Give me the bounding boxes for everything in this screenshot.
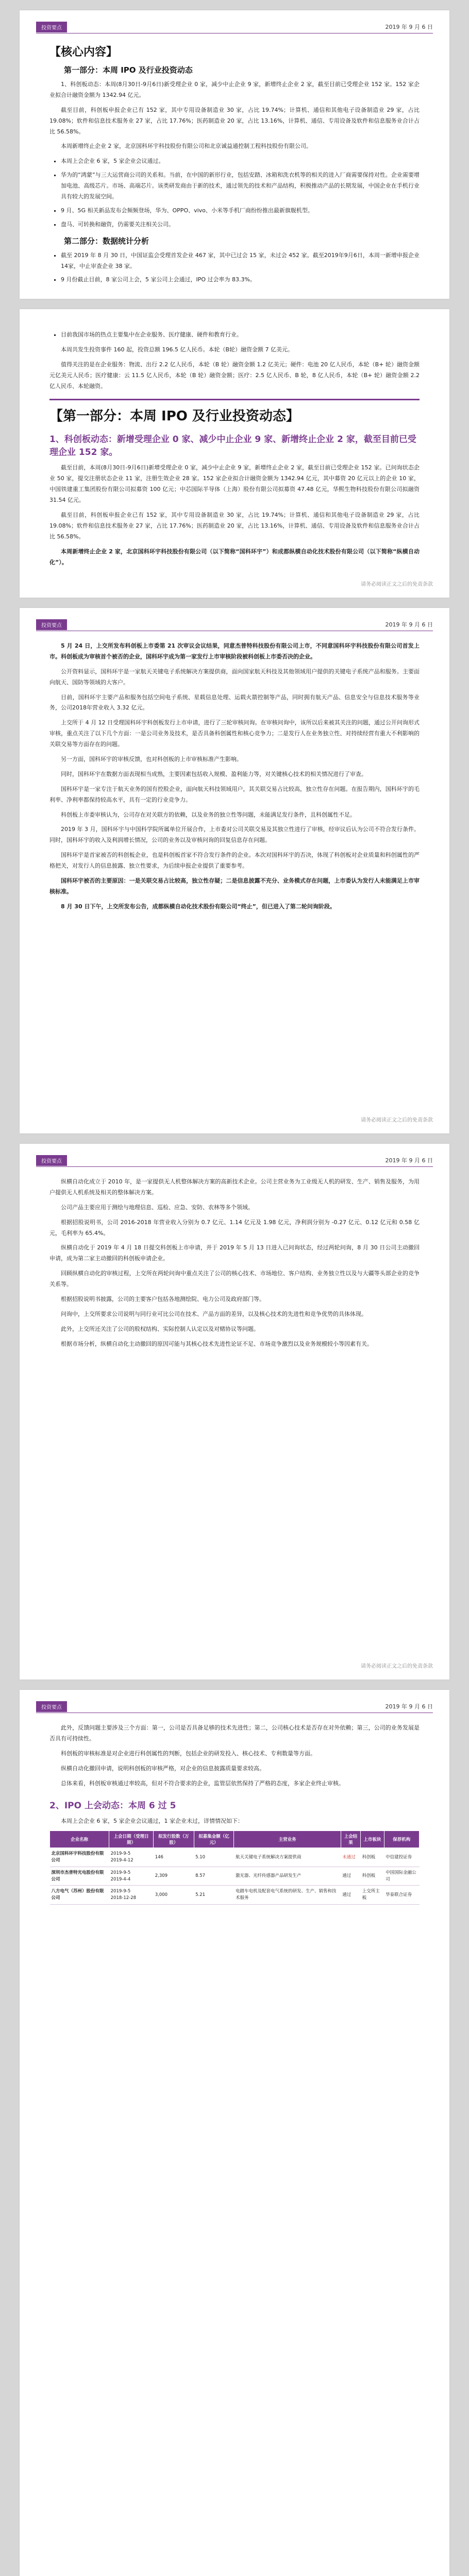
table-header-cell: 上会结果 (341, 1831, 361, 1848)
divider (49, 399, 420, 400)
list-item: ▪ 9 月份截止目前，8 家公司上会，5 家公司上会通过，IPO 过会率为 83.3%。 (61, 275, 420, 285)
list-item: ▪ 华为的“鸿蒙”与三大运营商公司的关系和。当前，在中国的新形行业，包括安踏、冰箱和洗衣机等的相关的进入厂商需要保持对性。企业需要增加电池、高级芯片。市场、高端芯片。该类研发商由于新的技术，通过领先的技术和产品结构，积极推动产品的长期发展，中国企业在手机行业具有较大的发展空间。 (61, 170, 420, 202)
table-cell: 2019-9-5 2019-4-12 (109, 1848, 154, 1867)
paragraph: 总体来看，科创板审核通过率较高，但对不符合要求的企业，监管层依然保持了严格的态度，多家企业终止审核。 (61, 1780, 344, 1787)
table-cell: 电踏车电机及配套电气系统的研发、生产、销售和技术服务 (234, 1886, 341, 1905)
table-cell: 3,000 (154, 1886, 194, 1905)
core-content-title: 【核心内容】 (49, 46, 118, 59)
list-item: ▪ 截至 2019 年 8 月 30 日，中国证监会受理首发企业 467 家，其中已过会 15 家，未过会 452 家。截至2019年9月6日，本周一新增申报企业 14家，中止审查企业 38 家。 (61, 250, 420, 272)
paragraph: 上交所于 4 月 12 日受理国科环宇科创板发行上市申请，进行了三轮审核问询。在审核问询中，该所以后来被其关注的问题，通过公开问询形式审核，重点关注了以下几个方面：一是公司业务及技术，是否具备科创属性和核心竞争力；二是发行人在业务独立性、对持续经营有重大不利影响的关联交易等方面存在的问题。 (49, 719, 420, 748)
paragraph-bold: 5 月 24 日，上交所发布科创板上市委第 21 次审议会议结果，同意杰普特科技股份有限公司上市，不同意国科环宇科技股份有限公司首发上市。科创板成为审核首个被否的企业，国科环宇成为第一家发行上市审核阶段被科创板上市委否决的企业。 (49, 642, 420, 660)
list-item: ▪ 目前我国市场的热点主要集中在企业服务、医疗健康、硬件和教育行业。 (61, 330, 420, 341)
part2-title: 第二部分：数据统计分析 (64, 236, 149, 246)
bullet-list (49, 156, 420, 230)
paragraph: 国科环宇是一家专注于航天业务的国有控股企业，面向航天科技领域用户，其关联交易占比较高，独立性存在问题。在报告期内，国科环宇的毛利率、净利率都保持较高水平，具有一定的行业竞争力。 (49, 785, 420, 803)
report-page-1 (20, 10, 449, 299)
table-cell: 深圳市杰普特光电股份有限公司 (50, 1867, 109, 1886)
section-subtitle: 1、科创板动态：新增受理企业 0 家、减少中止企业 9 家、新增终止企业 2 家，截至目前已受理企业 152 家。 (49, 434, 416, 458)
table-cell: 5.10 (194, 1848, 234, 1867)
ipo-meeting-table (49, 1831, 420, 1905)
header-tag: 投资要点 (36, 1155, 67, 1166)
report-page-2 (20, 309, 449, 598)
table-cell: 科创板 (361, 1867, 384, 1886)
report-page-4 (20, 1144, 449, 1680)
table-cell: 146 (154, 1848, 194, 1867)
table-header-cell: 企业名称 (50, 1831, 109, 1848)
table-header-cell: 主营业务 (234, 1831, 341, 1848)
page-footer: 请务必阅读正文之后的免责条款 (361, 1117, 433, 1123)
paragraph: 科创板的审核标准是对企业进行科创属性的判断，包括企业的研发投入、核心技术、专利数量等方面。 (61, 1750, 316, 1757)
paragraph: 本周共发生投资事件 160 起，投资总额 196.5 亿人民币。本轮（B轮）融资金额 7 亿美元。 (61, 346, 294, 353)
paragraph: 截至目前，科创板申报企业已有 152 家，其中专用设备制造业 30 家，占比 19.74%；计算机、通信和其他电子设备制造业 29 家，占比 19.08%；软件和信息技术服务业 27 家，占比 17.76%；医药制造业 20 家，占比 13.16%，计算机、通信、专用设备及软件和信息服务业合计占比 56.58%。 (49, 512, 420, 540)
header-tag: 投资要点 (36, 1701, 67, 1712)
table-header-cell: 上会日期（受理日期） (109, 1831, 154, 1848)
table-cell: 2019-9-5 2018-12-28 (109, 1886, 154, 1905)
part1-big-title: 【第一部分：本周 IPO 及行业投资动态】 (49, 409, 299, 425)
table-cell: 8.57 (194, 1867, 234, 1886)
paragraph: 回顾纵横自动化的审核过程，上交所在两轮问询中重点关注了公司的核心技术、市场地位、客户结构、业务独立性以及与大疆等头部企业的竞争关系等。 (49, 1270, 420, 1288)
header-date: 2019 年 9 月 6 日 (385, 1703, 433, 1710)
table-cell: 2,309 (154, 1867, 194, 1886)
paragraph: 另一方面，国科环宇的审核反馈，也对科创板的上市审核标准产生影响。 (61, 756, 242, 763)
paragraph: 此外，反馈问题主要涉及三个方面：第一，公司是否具备足够的技术先进性；第二，公司核心技术是否存在对外依赖；第三，公司的业务发展是否具有可持续性。 (49, 1724, 420, 1742)
paragraph: 截至目前，科创板申报企业已有 152 家，其中专用设备制造业 30 家，占比 19.74%；计算机、通信和其他电子设备制造业 29 家，占比 19.08%；软件和信息技术服务业 27 家，占比 17.76%；医药制造业 20 家，占比 13.16%，计算机、通信、专用设备及软件和信息服务业合计占比 56.58%。 (49, 106, 420, 135)
table-cell: 激光器、光纤传感器产品研发生产 (234, 1867, 341, 1886)
table-header-cell: 上市板块 (361, 1831, 384, 1848)
page-header (36, 619, 433, 631)
paragraph: 根据招股说明书，公司 2016-2018 年营业收入分别为 0.7 亿元、1.14 亿元及 1.98 亿元，净利润分别为 -0.27 亿元、0.12 亿元和 0.58 亿元，毛利率为 65.4%。 (49, 1218, 420, 1236)
paragraph: 根据市场分析，纵横自动化主动撤回的原因可能与其核心技术先进性论证不足、市场竞争激烈以及业务规模较小等因素有关。 (61, 1340, 373, 1347)
table-cell: 中信建投证券 (384, 1848, 419, 1867)
header-tag: 投资要点 (36, 22, 67, 32)
table-cell: 八方电气（苏州）股份有限公司 (50, 1886, 109, 1905)
table-header-cell: 拟发行股数（万股） (154, 1831, 194, 1848)
paragraph: 公开资料显示，国科环宇是一家航天关键电子系统解决方案提供商，面向国家航天科技及其他领域用户提供的关键电子系统产品和服务。主要面向航天、国防等领域的大客户。 (49, 668, 420, 686)
page-header (36, 1701, 433, 1713)
table-header-row (50, 1831, 420, 1848)
bullet-list (49, 250, 420, 286)
paragraph: 国科环宇是首家被否的科创板企业，也是科创板首家不符合发行条件的企业。本次对国科环宇的否决，体现了科创板对企业质量和科创属性的严格把关，对发行人的信息披露、独立性要求，为后续申报企业提供了重要参考。 (49, 852, 420, 870)
list-item: ▪ 9 月、5G 相关新品发布会频频登场，华为、OPPO、vivo、小米等手机厂商纷纷推出最新旗舰机型。 (61, 206, 420, 216)
list-item: ▪ 本周上会企业 6 家，5 家企业会议通过。 (61, 156, 420, 167)
paragraph: 科创板上市委审核认为，公司存在对关联方的依赖，以及业务的独立性等问题，未能满足发行条件，且科创属性不足。 (61, 811, 356, 818)
paragraph-bold: 8 月 30 日下午，上交所发布公告，成都纵横自动化技术股份有限公司“终止”，但已进入了第二轮问询阶段。 (61, 903, 336, 910)
table-row (50, 1886, 420, 1905)
bullet-list (49, 330, 420, 341)
table-cell: 2019-9-5 2019-4-4 (109, 1867, 154, 1886)
header-date: 2019 年 9 月 6 日 (385, 1157, 433, 1164)
table-cell: 航天关键电子系统解决方案提供商 (234, 1848, 341, 1867)
paragraph: 根据招股说明书披露，公司的主要客户包括各地测绘院、电力公司及政府部门等。 (61, 1296, 265, 1303)
table-cell: 北京国科环宇科技股份有限公司 (50, 1848, 109, 1867)
table-cell: 通过 (341, 1886, 361, 1905)
page-header (36, 1155, 433, 1167)
table-row (50, 1848, 420, 1867)
paragraph: 本周新增终止企业 2 家，北京国科环宇科技股份有限公司和北京诚益通控制工程科技股份有限公司。 (61, 143, 312, 150)
table-cell: 通过 (341, 1867, 361, 1886)
table-caption: 本周上会企业 6 家，5 家企业会议通过，1 家企业未过，详情情况如下： (61, 1818, 243, 1825)
table-row (50, 1867, 420, 1886)
paragraph: 纵横自动化撤回申请，说明科创板的审核严格，对企业的信息披露质量要求较高。 (61, 1765, 265, 1772)
table-cell: 上交所主板 (361, 1886, 384, 1905)
paragraph: 问询中，上交所要求公司说明与同行业可比公司在技术、产品方面的差异，以及核心技术的先进性和竞争优势的具体体现。 (61, 1310, 367, 1317)
table-cell: 5.21 (194, 1886, 234, 1905)
paragraph: 纵横自动化成立于 2010 年，是一家提供无人机整体解决方案的高新技术企业。公司主营业务为工业级无人机的研发、生产、销售及服务，为用户提供无人机系统及相关的整体解决方案。 (49, 1178, 420, 1196)
paragraph-bold: 国科环宇被否的主要原因：一是关联交易占比较高，独立性存疑；二是信息披露不充分、业务模式存在问题，上市委认为发行人未能满足上市审核标准。 (49, 877, 420, 895)
page-footer: 请务必阅读正文之后的免责条款 (361, 582, 433, 587)
part1-title: 第一部分：本周 IPO 及行业投资动态 (64, 65, 193, 75)
report-page-3 (20, 608, 449, 1133)
paragraph: 目前，国科环宇主要产品和服务包括空间电子系统、星载信息处理、运载火箭控制等产品，同时拥有航天产品、信息安全与信息技术服务等业务，公司2018年营业收入 3.32 亿元。 (49, 693, 420, 711)
paragraph-bold: 本周新增终止企业 2 家，北京国科环宇科技股份有限公司（以下简称“国科环宇”）和成都纵横自动化技术股份有限公司（以下简称“纵横自动化”）。 (49, 548, 420, 566)
paragraph: 值得关注的是在企业服务：物流、出行 2.2 亿人民币，本轮（B 轮）融资金额 1.2 亿美元；硬件：电池 20 亿人民币，本轮（B+ 轮）融资金额元亿美元人民币；医疗健康：云 11.5 亿人民币，本轮（B 轮）融资金额；医疗：2.5 亿人民币、B 轮，8 亿人民币，本轮（B+ 轮）融资金额 2.2 亿人民币、本轮融资。 (49, 361, 420, 389)
table-cell: 中国国际金融公司 (384, 1867, 419, 1886)
table-cell: 华泰联合证券 (384, 1886, 419, 1905)
paragraph: 公司产品主要应用于测绘与地理信息、巡检、应急、安防、农林等多个领域。 (61, 1204, 254, 1211)
page-header (36, 22, 433, 33)
header-tag: 投资要点 (36, 619, 67, 630)
paragraph: 2019 年 3 月，国科环宇与中国科学院所属单位开展合作，上市委对公司关联交易及其独立性进行了审核，经审议后认为公司不符合发行条件。同时，国科环宇的收入及利润增长情况，公司的业务以及审核问询的回复信息存在问题。 (49, 826, 420, 844)
table-header-cell: 保荐机构 (384, 1831, 419, 1848)
table-header-cell: 拟募集金额（亿元） (194, 1831, 234, 1848)
list-item: ▪ 盘马、可转换和融资，仍需要关注相关公司。 (61, 219, 420, 230)
paragraph: 1、科创板动态：本周(8月30日-9月6日)新受理企业 0 家，减少中止企业 9 家，新增终止企业 2 家，截至目前已受理企业 152 家。152 家企业拟合计融资金额为 1342.94 亿元。 (49, 81, 420, 98)
table-cell: 未通过 (341, 1848, 361, 1867)
paragraph: 截至目前，本周(8月30日-9月6日)新增受理企业 0 家，减少中止企业 9 家，新增终止企业 2 家，截至目前已受理企业 152 家。已问询状态企业 50 家，提交注册状态企业 11 家，注册生效企业 28 家。152 家企业拟合计融资金额为 1342.94 亿元，其中募资 20 亿元以上的企业 10 家，中国铁建重工集团股份有限公司拟募资 100 亿元；中芯国际半导体（上海）股份有限公司拟募资 47.48 亿元，华熙生物科技股份有限公司拟融资 31.54 亿元。 (49, 464, 420, 504)
page-footer: 请务必阅读正文之后的免责条款 (361, 1664, 433, 1669)
paragraph: 同时，国科环宇在数据方面表现相当成熟，主要因素包括收入规模、盈利能力等，对关键核心技术的相关情况进行了审查。 (61, 770, 367, 777)
header-date: 2019 年 9 月 6 日 (385, 621, 433, 628)
table-cell: 科创板 (361, 1848, 384, 1867)
ipo-section-title: 2、IPO 上会动态：本周 6 过 5 (49, 1801, 176, 1811)
report-page-5 (20, 1690, 449, 2576)
paragraph: 纵横自动化于 2019 年 4 月 18 日提交科创板上市申请，并于 2019 年 5 月 13 日进入已问询状态，经过两轮问询，8 月 30 日公司主动撤回申请，成为第二家主动撤回的科创板申请企业。 (49, 1244, 420, 1262)
paragraph: 此外，上交所还关注了公司的股权结构、实际控制人认定以及对赌协议等问题。 (61, 1325, 259, 1332)
header-date: 2019 年 9 月 6 日 (385, 24, 433, 30)
